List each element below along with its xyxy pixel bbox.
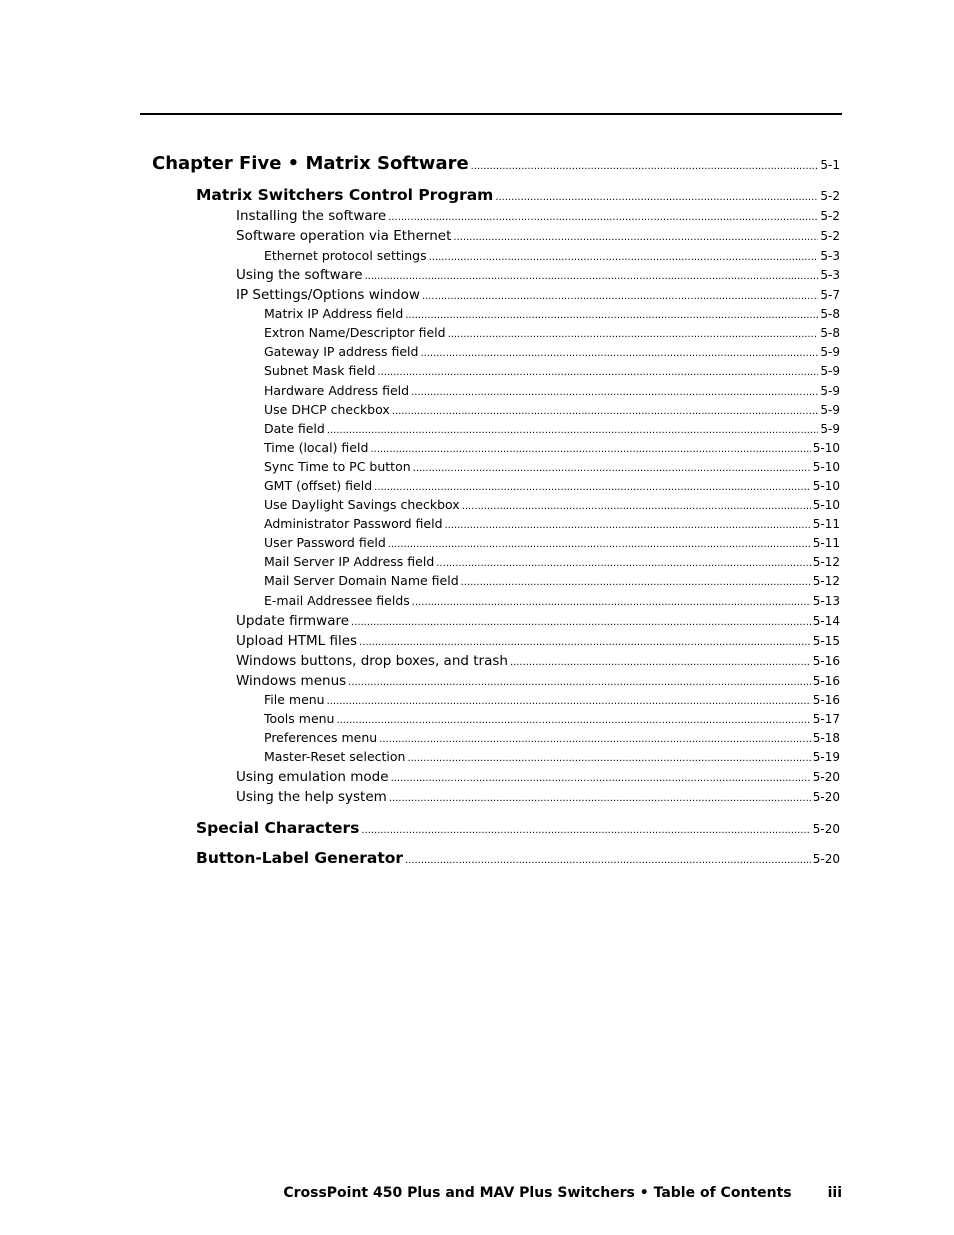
dot-leader xyxy=(420,349,818,359)
toc-entry-page: 5-11 xyxy=(812,517,840,531)
toc-entry-title: Software operation via Ethernet xyxy=(236,228,452,244)
dot-leader xyxy=(391,774,811,784)
toc-entry[interactable] xyxy=(264,575,840,588)
dot-leader xyxy=(495,193,818,203)
dot-leader xyxy=(361,826,810,836)
toc-entry-title: Windows menus xyxy=(236,673,347,689)
toc-entry[interactable] xyxy=(264,250,840,263)
toc-entry-page: 5-15 xyxy=(812,634,840,648)
toc-entry-title: Sync Time to PC button xyxy=(264,459,411,474)
dot-leader xyxy=(461,578,811,588)
toc-entry-page: 5-18 xyxy=(812,731,840,745)
dot-leader xyxy=(327,426,819,436)
dot-leader xyxy=(413,464,811,474)
toc-entry-title: Extron Name/Descriptor field xyxy=(264,325,446,340)
toc-entry-page: 5-10 xyxy=(812,498,840,512)
toc-entry-page: 5-9 xyxy=(820,364,840,378)
toc-entry-page: 5-16 xyxy=(812,693,840,707)
toc-entry-page: 5-2 xyxy=(820,229,840,243)
dot-leader xyxy=(359,638,811,648)
dot-leader xyxy=(471,162,819,172)
toc-entry[interactable] xyxy=(264,595,840,608)
toc-entry-page: 5-8 xyxy=(820,326,840,340)
toc-entry-title: Use DHCP checkbox xyxy=(264,402,390,417)
dot-leader xyxy=(510,658,811,668)
toc-entry[interactable] xyxy=(264,327,840,340)
toc-entry[interactable] xyxy=(264,518,840,531)
footer-page-number: iii xyxy=(827,1185,842,1201)
toc-entry-title: GMT (offset) field xyxy=(264,478,373,493)
toc-entry-page: 5-9 xyxy=(820,384,840,398)
toc-entry[interactable] xyxy=(264,694,840,707)
toc-entry[interactable] xyxy=(264,365,840,378)
toc-entry[interactable] xyxy=(196,851,840,867)
toc-entry[interactable] xyxy=(264,442,840,455)
toc-entry-title: Using emulation mode xyxy=(236,769,389,785)
toc-entry-page: 5-12 xyxy=(812,574,840,588)
dot-leader xyxy=(436,559,811,569)
dot-leader xyxy=(377,368,818,378)
toc-entry-title: Use Daylight Savings checkbox xyxy=(264,497,460,512)
toc-entry-title: File menu xyxy=(264,692,325,707)
toc-entry-title: IP Settings/Options window xyxy=(236,287,420,303)
dot-leader xyxy=(365,272,819,282)
toc-entry-title: Master-Reset selection xyxy=(264,749,406,764)
toc-entry[interactable] xyxy=(264,480,840,493)
toc-entry[interactable] xyxy=(264,308,840,321)
dot-leader xyxy=(388,213,818,223)
toc-entry[interactable] xyxy=(264,404,840,417)
dot-leader xyxy=(429,253,819,263)
toc-entry-title: Mail Server IP Address field xyxy=(264,554,435,569)
dot-leader xyxy=(405,311,818,321)
toc-entry-page: 5-9 xyxy=(820,345,840,359)
toc-entry-page: 5-2 xyxy=(820,209,840,223)
toc-entry-title: Chapter Five • Matrix Software xyxy=(152,153,469,174)
toc-entry[interactable] xyxy=(236,635,840,649)
toc-entry[interactable] xyxy=(264,499,840,512)
toc-entry-page: 5-9 xyxy=(820,422,840,436)
toc-entry[interactable] xyxy=(264,732,840,745)
dot-leader xyxy=(412,598,811,608)
toc-entry-page: 5-1 xyxy=(820,158,840,172)
toc-entry-page: 5-19 xyxy=(812,750,840,764)
toc-entry-page: 5-3 xyxy=(820,268,840,282)
toc-entry-page: 5-17 xyxy=(812,712,840,726)
toc-entry-page: 5-16 xyxy=(812,654,840,668)
dot-leader xyxy=(389,794,811,804)
toc-entry-title: Special Characters xyxy=(196,819,360,837)
dot-leader xyxy=(348,678,811,688)
toc-entry-title: Ethernet protocol settings xyxy=(264,248,427,263)
toc-entry[interactable] xyxy=(236,771,840,785)
toc-entry-title: Upload HTML files xyxy=(236,633,358,649)
dot-leader xyxy=(422,292,818,302)
toc-entry[interactable] xyxy=(196,188,840,204)
toc-entry-page: 5-14 xyxy=(812,614,840,628)
dot-leader xyxy=(379,735,811,745)
page-footer xyxy=(0,1185,842,1201)
toc-entry-title: Matrix IP Address field xyxy=(264,306,404,321)
toc-entry-title: E-mail Addressee fields xyxy=(264,593,410,608)
footer-title: CrossPoint 450 Plus and MAV Plus Switchers • Table of Contents xyxy=(283,1185,792,1201)
toc-entry-title: Windows buttons, drop boxes, and trash xyxy=(236,653,508,669)
toc-entry[interactable] xyxy=(236,675,840,689)
dot-leader xyxy=(411,388,818,398)
toc-entry[interactable] xyxy=(236,655,840,669)
toc-entry-page: 5-20 xyxy=(812,822,840,836)
toc-entry-page: 5-20 xyxy=(812,770,840,784)
toc-entry-page: 5-20 xyxy=(812,852,840,866)
toc-entry-title: Administrator Password field xyxy=(264,516,443,531)
toc-entry[interactable] xyxy=(236,791,840,805)
toc-entry-title: Mail Server Domain Name field xyxy=(264,573,459,588)
toc-entry[interactable] xyxy=(236,230,840,244)
toc-entry[interactable] xyxy=(264,556,840,569)
toc-entry-page: 5-9 xyxy=(820,403,840,417)
toc-entry-title: Installing the software xyxy=(236,208,387,224)
toc-entry[interactable] xyxy=(236,615,840,629)
toc-entry-title: Gateway IP address field xyxy=(264,344,419,359)
toc-entry[interactable] xyxy=(236,210,840,224)
dot-leader xyxy=(374,483,811,493)
toc-entry-title: Using the help system xyxy=(236,789,387,805)
toc-entry-page: 5-10 xyxy=(812,479,840,493)
toc-entry[interactable] xyxy=(264,537,840,550)
dot-leader xyxy=(327,697,811,707)
toc-entry-page: 5-11 xyxy=(812,536,840,550)
dot-leader xyxy=(370,445,810,455)
toc-entry[interactable] xyxy=(152,155,840,173)
dot-leader xyxy=(445,521,811,531)
dot-leader xyxy=(448,330,819,340)
dot-leader xyxy=(392,407,819,417)
toc-entry-page: 5-20 xyxy=(812,790,840,804)
dot-leader xyxy=(388,540,811,550)
toc-entry[interactable] xyxy=(264,751,840,764)
toc-entry-title: Time (local) field xyxy=(264,440,369,455)
dot-leader xyxy=(351,618,811,628)
top-rule xyxy=(140,113,842,115)
toc-entry[interactable] xyxy=(264,461,840,474)
toc-entry[interactable] xyxy=(196,821,840,837)
toc-entry-title: User Password field xyxy=(264,535,386,550)
toc-entry-title: Update firmware xyxy=(236,613,350,629)
dot-leader xyxy=(462,502,811,512)
toc-entry-page: 5-3 xyxy=(820,249,840,263)
toc-entry[interactable] xyxy=(264,713,840,726)
toc-entry-page: 5-10 xyxy=(812,460,840,474)
toc-entry[interactable] xyxy=(264,423,840,436)
toc-entry-page: 5-12 xyxy=(812,555,840,569)
toc-entry-title: Subnet Mask field xyxy=(264,363,376,378)
toc-entry[interactable] xyxy=(264,346,840,359)
dot-leader xyxy=(453,233,818,243)
toc-entry-title: Matrix Switchers Control Program xyxy=(196,186,494,204)
toc-entry-page: 5-2 xyxy=(820,189,840,203)
toc-entry-page: 5-13 xyxy=(812,594,840,608)
toc-entry-title: Hardware Address field xyxy=(264,383,410,398)
toc-entry-page: 5-8 xyxy=(820,307,840,321)
toc-entry-title: Preferences menu xyxy=(264,730,378,745)
toc-entry[interactable] xyxy=(264,385,840,398)
toc-entry-title: Using the software xyxy=(236,267,363,283)
dot-leader xyxy=(405,856,811,866)
toc-entry-page: 5-10 xyxy=(812,441,840,455)
toc-entry-title: Button-Label Generator xyxy=(196,849,404,867)
toc-entry-title: Tools menu xyxy=(264,711,335,726)
toc-entry-page: 5-16 xyxy=(812,674,840,688)
toc-entry[interactable] xyxy=(236,269,840,283)
toc-entry-title: Date field xyxy=(264,421,325,436)
toc-entry-page: 5-7 xyxy=(820,288,840,302)
dot-leader xyxy=(336,716,810,726)
toc-entry[interactable] xyxy=(236,289,840,303)
dot-leader xyxy=(407,754,810,764)
